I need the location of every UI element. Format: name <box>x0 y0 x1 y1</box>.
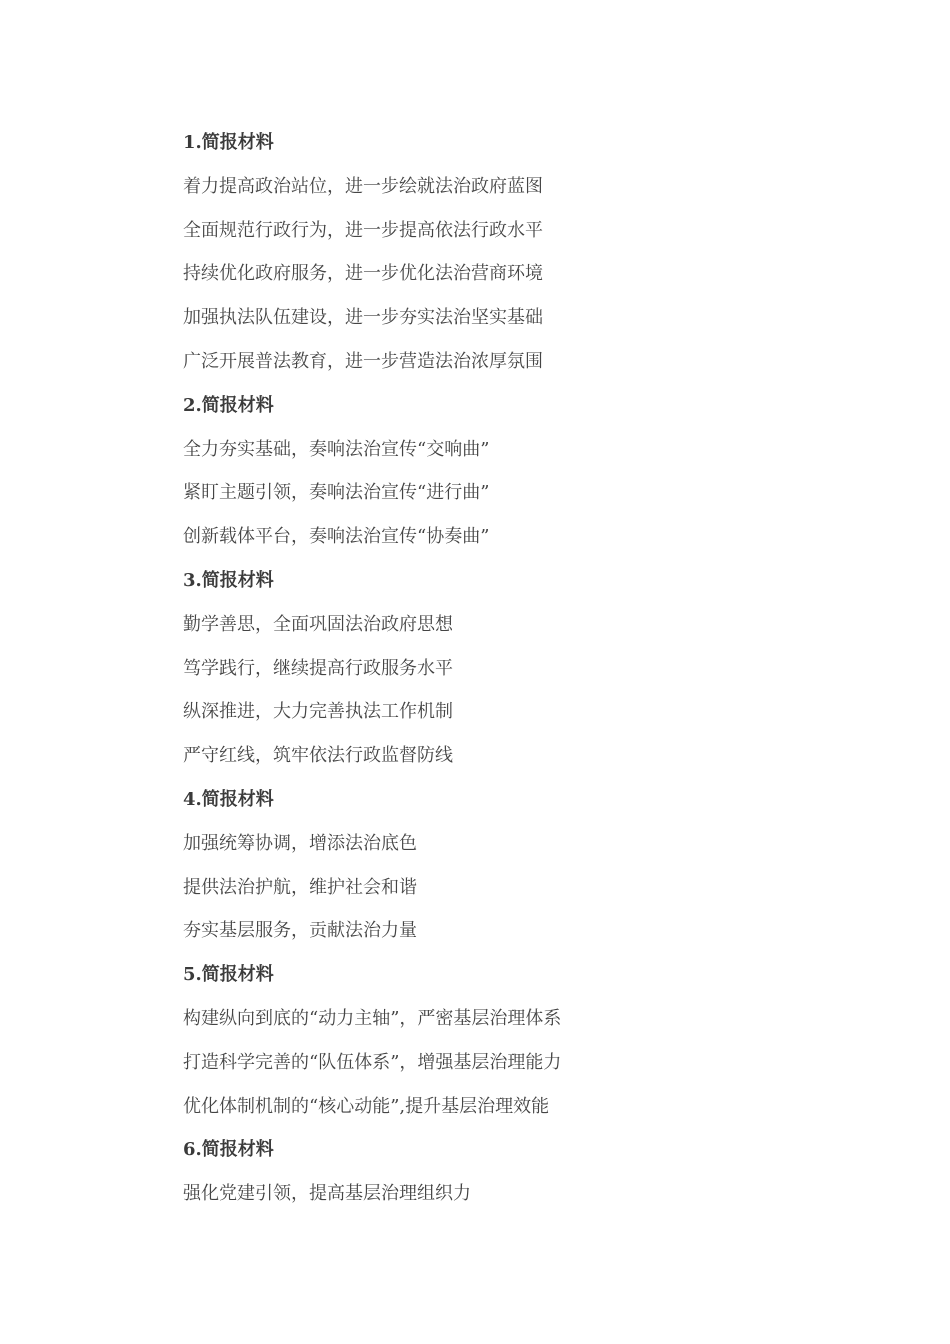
section-heading: 1.简报材料 <box>183 132 274 153</box>
list-item: 构建纵向到底的“动力主轴”，严密基层治理体系 <box>183 1007 562 1029</box>
list-item: 打造科学完善的“队伍体系”，增强基层治理能力 <box>183 1051 562 1073</box>
list-item: 纵深推进，大力完善执法工作机制 <box>183 701 453 723</box>
list-item: 全力夯实基础，奏响法治宣传“交响曲” <box>183 438 490 460</box>
list-item: 优化体制机制的“核心动能”,提升基层治理效能 <box>183 1095 550 1117</box>
list-item: 强化党建引领，提高基层治理组织力 <box>183 1183 471 1205</box>
list-item: 笃学践行，继续提高行政服务水平 <box>183 657 453 679</box>
list-item: 严守红线，筑牢依法行政监督防线 <box>183 745 453 767</box>
list-item: 加强统筹协调，增添法治底色 <box>183 832 417 854</box>
list-item: 全面规范行政行为，进一步提高依法行政水平 <box>183 219 543 241</box>
section-heading: 6.简报材料 <box>183 1139 274 1161</box>
section-heading: 2.简报材料 <box>183 394 274 416</box>
document-body <box>183 121 883 1216</box>
list-item: 加强执法队伍建设，进一步夯实法治坚实基础 <box>183 307 543 329</box>
list-item: 夯实基层服务，贡献法治力量 <box>183 920 417 942</box>
list-item: 紧盯主题引领，奏响法治宣传“进行曲” <box>183 482 490 504</box>
list-item: 着力提高政治站位，进一步绘就法治政府蓝图 <box>183 175 543 197</box>
list-item: 广泛开展普法教育，进一步营造法治浓厚氛围 <box>183 350 543 372</box>
section-heading: 5.简报材料 <box>183 964 274 986</box>
list-item: 提供法治护航，维护社会和谐 <box>183 876 417 898</box>
list-item: 创新载体平台，奏响法治宣传“协奏曲” <box>183 526 490 548</box>
section-heading: 3.简报材料 <box>183 569 274 591</box>
section-heading: 4.简报材料 <box>183 788 274 810</box>
list-item: 持续优化政府服务，进一步优化法治营商环境 <box>183 263 543 285</box>
list-item: 勤学善思，全面巩固法治政府思想 <box>183 613 453 635</box>
